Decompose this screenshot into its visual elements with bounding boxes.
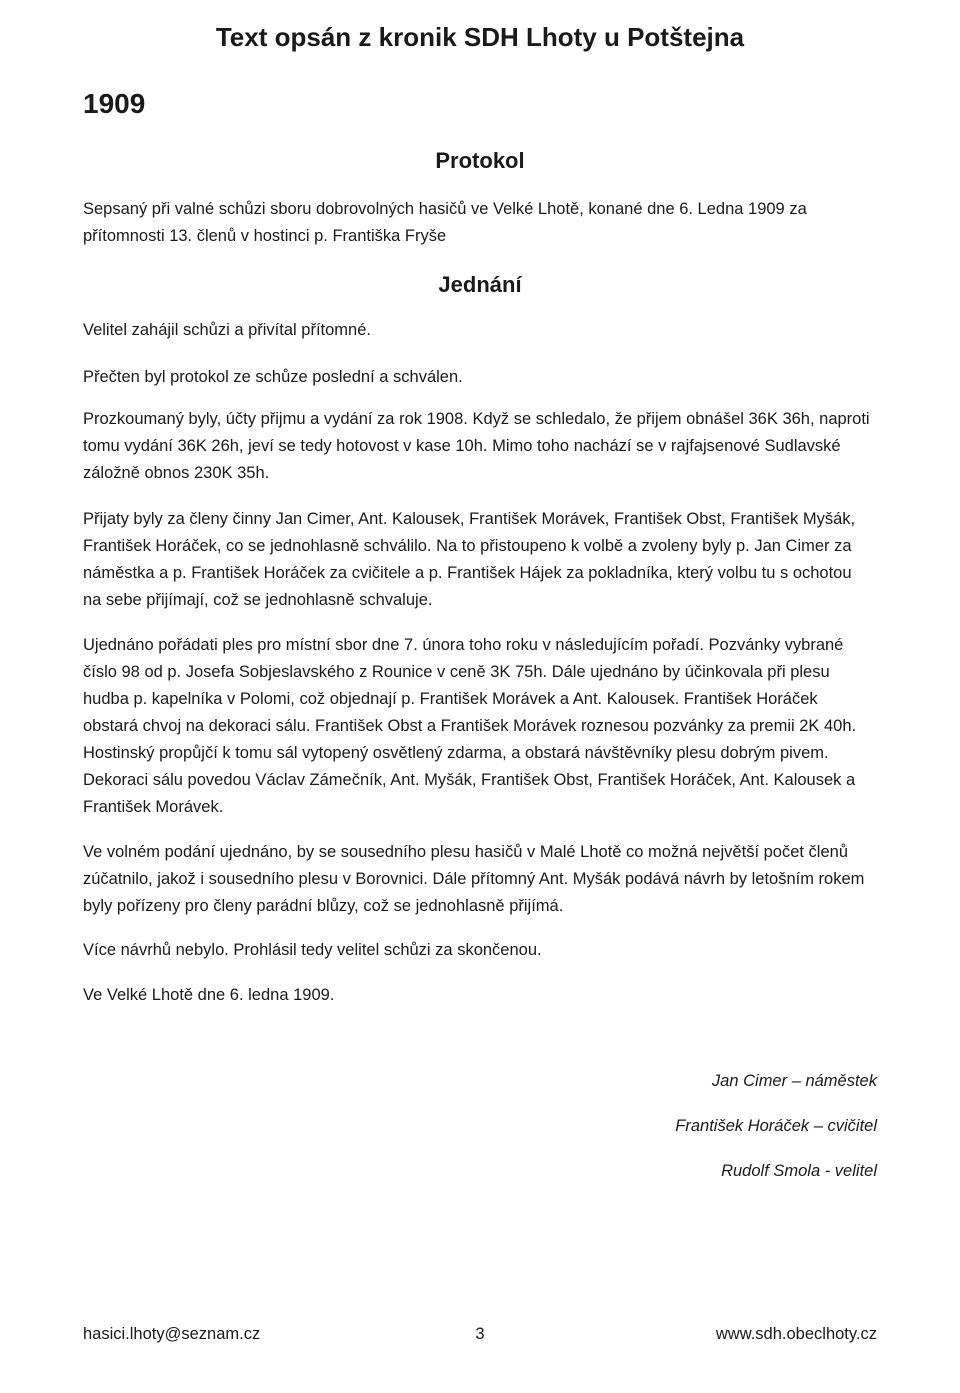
free-discussion-paragraph: Ve volném podání ujednáno, by se sousedního plesu hasičů v Malé Lhotě co možná největší počet členů zúčatnilo, jakož i sousedního plesu v Borovnici. Dále přítomný Ant. Myšák podává návrh by letošním rokem byly pořízeny pro členy parádní blůzy, což se jednohlasně přijímá. [83, 843, 865, 915]
document-title: Text opsán z kronik SDH Lhoty u Potštejna [215, 22, 745, 52]
ball-paragraph: Ujednáno pořádati ples pro místní sbor dne 7. února toho roku v následujícím pořadí. Pozvánky vybrané číslo 98 od p. Josefa Sobjeslavského z Rounice v ceně 3K 75h. Dále ujednáno by účinkovala při plesu hudba p. kapelníka v Polomi, což objednají p. František Morávek a Ant. Kalousek. František Horáček obstará chvoj na dekoraci sálu. František Obst a František Morávek roznesou pozvánky za premii 2K 40h. Hostinský propůjčí k tomu sál vytopený osvětlený zdarma, a obstará návštěvníky plesu dobrým pivem. Dekoraci sálu povedou Václav Zámečník, Ant. Myšák, František Obst, František Horáček, Ant. Kalousek a František Morávek. [83, 636, 857, 816]
meeting-heading: Jednání [438, 272, 522, 297]
footer-email-link[interactable]: hasici.lhoty@seznam.cz [83, 1325, 261, 1343]
footer-website-link[interactable]: www.sdh.obeclhoty.cz [715, 1325, 877, 1343]
accounts-paragraph: Prozkoumaný byly, účty přijmu a vydání za rok 1908. Když se schledalo, že přijem obnášel 36K 36h, naproti tomu vydání 36K 26h, jeví se tedy hotovost v kase 10h. Mimo toho nachází se v rajfajsenové Sudlavské záložně obnos 230K 35h. [83, 410, 870, 482]
signature-trainer: František Horáček – cvičitel [675, 1117, 877, 1135]
signature-deputy: Jan Cimer – náměstek [711, 1072, 877, 1090]
intro-paragraph: Sepsaný při valné schůzi sboru dobrovolných hasičů ve Velké Lhotě, konané dne 6. Ledna 1909 za přítomnosti 13. členů v hostinci p. Františka Fryše [83, 200, 807, 245]
closing-paragraph: Více návrhů nebylo. Prohlásil tedy velitel schůzi za skončenou. [83, 941, 542, 959]
members-paragraph: Přijaty byly za členy činny Jan Cimer, Ant. Kalousek, František Morávek, František Obst, František Myšák, František Horáček, co se jednohlasně schválilo. Na to přistoupeno k volbě a zvoleny byly p. Jan Cimer za náměstka a p. František Horáček za cvičitele a p. František Hájek za pokladníka, který volbu tu s ochotou na sebe přijímají, což se jednohlasně schvaluje. [83, 510, 856, 609]
protocol-heading: Protokol [435, 148, 525, 173]
minutes-paragraph: Přečten byl protokol ze schůze poslední a schválen. [83, 368, 463, 386]
opening-paragraph: Velitel zahájil schůzi a přivítal přítomné. [83, 321, 371, 339]
place-date-paragraph: Ve Velké Lhotě dne 6. ledna 1909. [83, 986, 335, 1004]
year-heading: 1909 [83, 88, 146, 119]
footer-page-number: 3 [475, 1325, 485, 1343]
signature-commander: Rudolf Smola - velitel [721, 1162, 877, 1180]
